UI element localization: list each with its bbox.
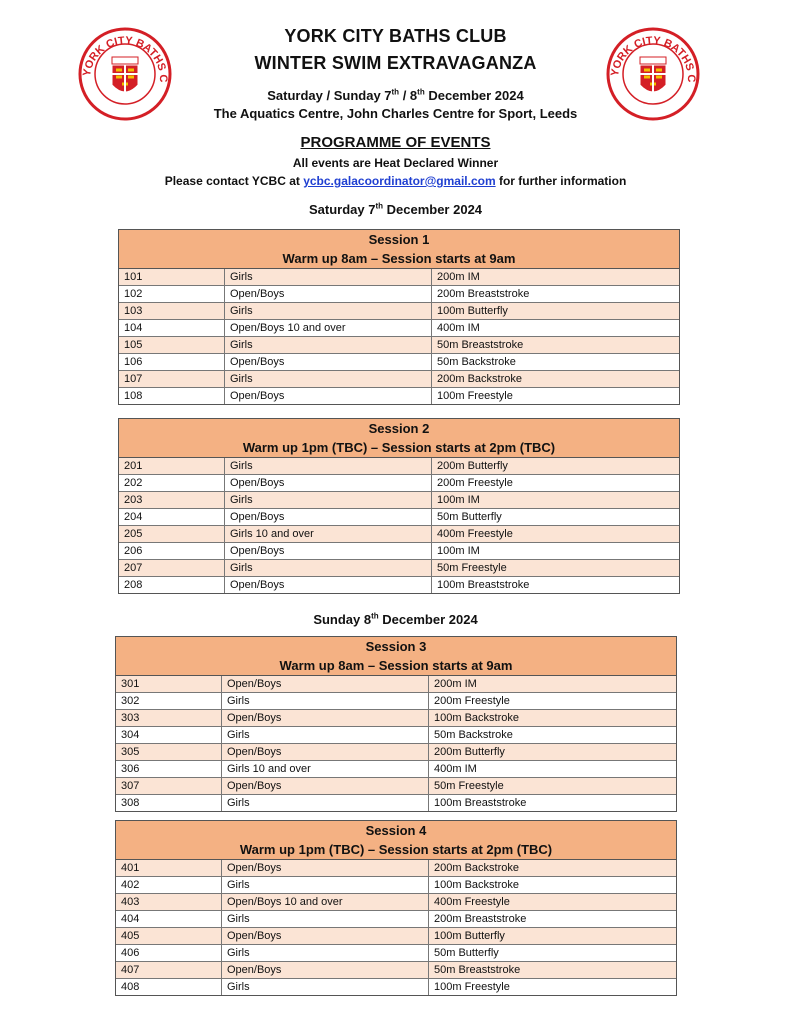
event-number: 102 [119, 286, 225, 303]
event-name: 100m Backstroke [429, 710, 677, 727]
event-number: 404 [116, 911, 222, 928]
table-row [116, 911, 676, 928]
table-row [116, 693, 676, 710]
event-number: 106 [119, 354, 225, 371]
table-row [116, 710, 676, 727]
session-header [119, 230, 679, 269]
event-number: 301 [116, 676, 222, 693]
table-row [119, 303, 679, 320]
event-category: Open/Boys [225, 286, 432, 303]
club-name: YORK CITY BATHS CLUB [284, 26, 507, 46]
event-category: Girls [222, 911, 429, 928]
table-row [119, 492, 679, 509]
event-name: 200m IM [429, 676, 677, 693]
event-name: 200m Freestyle [429, 693, 677, 710]
day-heading-saturday: Saturday 7th December 2024 [308, 201, 483, 217]
heat-note: All events are Heat Declared Winner [292, 156, 499, 170]
table-row [116, 676, 676, 693]
event-name: 200m IM [432, 269, 680, 286]
event-name: 100m IM [432, 543, 680, 560]
event-number: 307 [116, 778, 222, 795]
session-header [119, 419, 679, 458]
table-row [119, 458, 679, 475]
session-name: Session 1 [368, 232, 430, 247]
event-number: 108 [119, 388, 225, 405]
day-heading-sunday: Sunday 8th December 2024 [313, 611, 478, 627]
session-warmup: Warm up 1pm (TBC) – Session starts at 2pm (TBC) [242, 440, 556, 455]
table-row [116, 761, 676, 778]
table-row [119, 354, 679, 371]
event-category: Open/Boys 10 and over [225, 320, 432, 337]
programme-title: PROGRAMME OF EVENTS [300, 134, 491, 151]
event-venue: The Aquatics Centre, John Charles Centre for Sport, Leeds [213, 106, 578, 121]
table-row [119, 577, 679, 594]
event-name: 400m Freestyle [432, 526, 680, 543]
contact-line: Please contact YCBC at ycbc.galacoordinator@gmail.com for further information [164, 174, 627, 188]
event-name: 200m Butterfly [429, 744, 677, 761]
table-row [116, 894, 676, 911]
event-category: Girls [225, 458, 432, 475]
event-name: 100m Breaststroke [429, 795, 677, 812]
table-row [116, 778, 676, 795]
event-number: 303 [116, 710, 222, 727]
event-name: 100m Freestyle [432, 388, 680, 405]
event-name: 50m Breaststroke [429, 962, 677, 979]
table-row [119, 269, 679, 286]
event-category: Open/Boys [225, 577, 432, 594]
event-name: 50m Freestyle [429, 778, 677, 795]
event-name: 50m Breaststroke [432, 337, 680, 354]
event-number: 104 [119, 320, 225, 337]
session-header [116, 637, 676, 676]
event-category: Open/Boys [222, 928, 429, 945]
session-3-table [115, 636, 677, 812]
event-name: 50m Backstroke [429, 727, 677, 744]
event-number: 406 [116, 945, 222, 962]
event-category: Girls [222, 945, 429, 962]
event-name: 50m Freestyle [432, 560, 680, 577]
event-number: 408 [116, 979, 222, 996]
event-number: 203 [119, 492, 225, 509]
event-number: 401 [116, 860, 222, 877]
events-table [119, 458, 679, 593]
session-warmup: Warm up 8am – Session starts at 9am [282, 251, 516, 266]
event-category: Open/Boys 10 and over [222, 894, 429, 911]
event-category: Girls 10 and over [222, 761, 429, 778]
event-category: Girls [225, 303, 432, 320]
event-number: 305 [116, 744, 222, 761]
session-name: Session 2 [368, 421, 430, 436]
event-name: 100m Butterfly [432, 303, 680, 320]
event-category: Girls [225, 337, 432, 354]
table-row [119, 371, 679, 388]
table-row [119, 337, 679, 354]
event-name: 100m Butterfly [429, 928, 677, 945]
event-name: 50m Backstroke [432, 354, 680, 371]
event-category: Open/Boys [225, 354, 432, 371]
event-number: 103 [119, 303, 225, 320]
event-category: Girls [225, 560, 432, 577]
event-category: Open/Boys [222, 744, 429, 761]
table-row [116, 962, 676, 979]
event-name: 200m Backstroke [429, 860, 677, 877]
event-category: Open/Boys [222, 676, 429, 693]
table-row [116, 928, 676, 945]
event-name: 200m Butterfly [432, 458, 680, 475]
event-category: Girls [222, 979, 429, 996]
event-category: Girls [225, 492, 432, 509]
table-row [119, 509, 679, 526]
event-number: 304 [116, 727, 222, 744]
event-number: 205 [119, 526, 225, 543]
event-name: 100m IM [432, 492, 680, 509]
event-category: Open/Boys [222, 778, 429, 795]
event-number: 308 [116, 795, 222, 812]
event-category: Open/Boys [222, 962, 429, 979]
event-number: 403 [116, 894, 222, 911]
session-2-table [118, 418, 680, 594]
event-name: 50m Butterfly [429, 945, 677, 962]
event-category: Open/Boys [222, 710, 429, 727]
event-number: 107 [119, 371, 225, 388]
event-name: WINTER SWIM EXTRAVAGANZA [254, 53, 537, 73]
event-category: Open/Boys [222, 860, 429, 877]
table-row [119, 388, 679, 405]
event-number: 302 [116, 693, 222, 710]
event-name: 400m IM [429, 761, 677, 778]
events-table [116, 860, 676, 995]
event-name: 100m Backstroke [429, 877, 677, 894]
event-number: 101 [119, 269, 225, 286]
events-table [116, 676, 676, 811]
session-name: Session 3 [365, 639, 427, 654]
event-number: 208 [119, 577, 225, 594]
session-name: Session 4 [365, 823, 427, 838]
session-warmup: Warm up 1pm (TBC) – Session starts at 2pm (TBC) [239, 842, 553, 857]
event-number: 204 [119, 509, 225, 526]
session-warmup: Warm up 8am – Session starts at 9am [279, 658, 513, 673]
table-row [119, 543, 679, 560]
event-number: 405 [116, 928, 222, 945]
event-number: 201 [119, 458, 225, 475]
event-category: Girls [222, 693, 429, 710]
event-category: Girls [225, 269, 432, 286]
events-table [119, 269, 679, 404]
event-dates: Saturday / Sunday 7th / 8th December 2024 [267, 87, 524, 103]
event-number: 306 [116, 761, 222, 778]
logo-text: YORK CITY BATHS C [609, 34, 698, 83]
event-category: Girls 10 and over [225, 526, 432, 543]
event-number: 206 [119, 543, 225, 560]
table-row [116, 795, 676, 812]
table-row [116, 877, 676, 894]
event-category: Open/Boys [225, 475, 432, 492]
event-name: 200m Breaststroke [429, 911, 677, 928]
event-category: Open/Boys [225, 543, 432, 560]
contact-email-link[interactable]: ycbc.galacoordinator@gmail.com [303, 174, 496, 188]
event-name: 100m Breaststroke [432, 577, 680, 594]
event-name: 200m Freestyle [432, 475, 680, 492]
event-category: Girls [222, 795, 429, 812]
table-row [119, 286, 679, 303]
table-row [116, 860, 676, 877]
event-number: 202 [119, 475, 225, 492]
event-name: 400m IM [432, 320, 680, 337]
table-row [116, 727, 676, 744]
event-number: 207 [119, 560, 225, 577]
session-4-table [115, 820, 677, 996]
event-category: Girls [225, 371, 432, 388]
session-1-table [118, 229, 680, 405]
event-category: Girls [222, 877, 429, 894]
event-number: 402 [116, 877, 222, 894]
logo-text: YORK CITY BATHS C [81, 34, 170, 83]
table-row [119, 475, 679, 492]
event-category: Open/Boys [225, 509, 432, 526]
table-row [119, 560, 679, 577]
event-number: 407 [116, 962, 222, 979]
event-name: 400m Freestyle [429, 894, 677, 911]
event-name: 200m Breaststroke [432, 286, 680, 303]
event-category: Open/Boys [225, 388, 432, 405]
session-header [116, 821, 676, 860]
table-row [119, 526, 679, 543]
table-row [119, 320, 679, 337]
table-row [116, 945, 676, 962]
event-name: 100m Freestyle [429, 979, 677, 996]
table-row [116, 744, 676, 761]
event-name: 200m Backstroke [432, 371, 680, 388]
event-number: 105 [119, 337, 225, 354]
table-row [116, 979, 676, 996]
event-name: 50m Butterfly [432, 509, 680, 526]
event-category: Girls [222, 727, 429, 744]
